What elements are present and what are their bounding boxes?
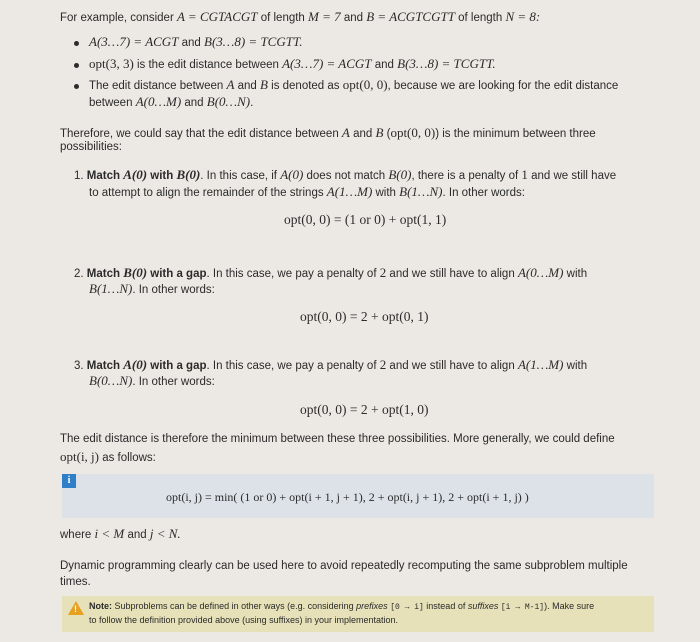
item-text: and we still have to align [386, 360, 518, 372]
info-formula: opt(i, j) = min( (1 or 0) + opt(i + 1, j + 1), 2 + opt(i, j + 1), 2 + opt(i + 1, j) ) [166, 490, 529, 504]
bullet-text: and [178, 37, 205, 49]
bullet-2 [89, 56, 496, 72]
note-text: prefixes [356, 601, 388, 611]
bullet-text: between [89, 97, 136, 109]
bullet-3-line1 [89, 77, 618, 93]
note-text: Subproblems can be defined in other ways (e.g. considering [112, 601, 357, 611]
dynamic-line2 [60, 576, 91, 588]
item-text: , there is a penalty of [411, 170, 522, 182]
dynamic-text: times. [60, 576, 91, 588]
bullet-text: is denoted as [267, 80, 343, 92]
item-1-line1 [74, 167, 616, 183]
general-line2 [60, 449, 156, 465]
bullet-math: A(0…M) [135, 94, 182, 109]
bullet-math: opt(0, 0) [342, 77, 388, 92]
item-math: B(1…N) [89, 281, 133, 296]
item-math: A(0) [123, 357, 148, 372]
therefore-math: B [375, 125, 384, 140]
item-text: . In this case, we pay a penalty of [206, 360, 380, 372]
item-math: A(0) [280, 167, 304, 182]
item-bold: Match [86, 170, 124, 182]
therefore-text: possibilities: [60, 141, 122, 153]
where-text: where [60, 529, 95, 541]
warning-mark: ! [74, 604, 77, 614]
therefore-text: Therefore, we could say that the edit distance between [60, 128, 342, 140]
note-text: suffixes [467, 601, 499, 611]
item-bold: with a gap [147, 360, 207, 372]
bullet-math: A(3…7) = ACGT [282, 56, 372, 71]
therefore-text: ) is the minimum between three [435, 128, 596, 140]
item-math: B(0) [388, 167, 412, 182]
where-math: i < M [94, 526, 125, 541]
intro-text: of length [257, 12, 309, 24]
note-line2 [89, 615, 398, 625]
item-math: B(0) [123, 265, 148, 280]
item-2-line1 [74, 265, 587, 281]
item-text: . In other words: [132, 284, 215, 296]
therefore-math: opt(0, 0) [390, 125, 436, 140]
bullet-text: , because we are looking for the edit distance [387, 80, 619, 92]
therefore-line2 [60, 141, 122, 153]
note-text: instead of [423, 601, 468, 611]
item-bold: with a gap [147, 268, 207, 280]
intro-math-n: N = 8: [505, 9, 541, 24]
item-text: and we still have to align [386, 268, 518, 280]
item-text: . In this case, we pay a penalty of [206, 268, 380, 280]
dynamic-line1 [60, 560, 628, 572]
intro-line [60, 9, 540, 25]
item-bold: Match [86, 268, 124, 280]
item-math: A(0) [123, 167, 148, 182]
therefore-line1 [60, 125, 596, 141]
bullet-1 [89, 34, 302, 50]
general-line1 [60, 433, 615, 445]
note-label: Note: [89, 601, 112, 611]
bullet-dot [74, 63, 79, 68]
intro-math-m: M = 7 [308, 9, 341, 24]
item-math: 2 [379, 357, 387, 372]
bullet-3-line2 [89, 94, 253, 110]
item-3-line1 [74, 357, 587, 373]
general-text: The edit distance is therefore the minimum between these three possibilities. More generally, we could define [60, 433, 615, 445]
bullet-text: and [234, 80, 260, 92]
bullet-text: and [181, 97, 207, 109]
note-text: ). Make sure [544, 601, 595, 611]
where-line [60, 526, 181, 542]
therefore-text: and [349, 128, 376, 140]
bullet-text: is the edit distance between [133, 59, 283, 71]
note-code: [0 → i] [390, 603, 424, 612]
intro-text: For example, consider [60, 12, 177, 24]
bullet-dot [74, 41, 79, 46]
note-text: to follow the definition provided above (using suffixes) in your implementation. [89, 615, 399, 625]
item-1-equation: opt(0, 0) = (1 or 0) + opt(1, 1) [284, 212, 447, 227]
bullet-math: B [259, 77, 268, 92]
item-3-equation: opt(0, 0) = 2 + opt(1, 0) [300, 402, 429, 417]
item-2-equation: opt(0, 0) = 2 + opt(0, 1) [300, 309, 429, 324]
item-math: A(0…M) [517, 265, 564, 280]
bullet-math: A(3…7) = ACGT [89, 34, 179, 49]
item-2-line2 [89, 281, 215, 297]
note-box [62, 596, 654, 632]
item-text: and we still have [527, 170, 617, 182]
intro-math-b: B = ACGTCGTT [366, 9, 455, 24]
bullet-math: B(0…N) [206, 94, 251, 109]
item-text: with [563, 268, 588, 280]
intro-text: and [340, 12, 367, 24]
item-text: . In other words: [132, 376, 215, 388]
where-math: j < N. [149, 526, 181, 541]
item-math: 2 [379, 265, 387, 280]
item-bold: Match [86, 360, 124, 372]
bullet-text: The edit distance between [89, 80, 227, 92]
item-text: with [372, 187, 400, 199]
therefore-text: ( [383, 128, 391, 140]
item-text: . In other words: [442, 187, 525, 199]
where-text: and [124, 529, 150, 541]
bullet-text: and [371, 59, 398, 71]
therefore-math: A [341, 125, 350, 140]
item-number: 2. [74, 268, 84, 280]
bullet-math: B(3…8) = TCGTT. [204, 34, 303, 49]
item-number: 3. [74, 360, 84, 372]
bullet-text: . [250, 97, 254, 109]
note-code: [i → M-1] [500, 603, 545, 612]
general-text: as follows: [99, 452, 156, 464]
item-text: to attempt to align the remainder of the strings [89, 187, 327, 199]
bullet-dot [74, 84, 79, 89]
item-math: A(1…M) [517, 357, 564, 372]
item-math: A(1…M) [326, 184, 373, 199]
item-text: does not match [303, 170, 389, 182]
item-text: . In this case, if [200, 170, 281, 182]
general-math: opt(i, j) [60, 449, 99, 464]
item-number: 1. [74, 170, 84, 182]
item-text: with [563, 360, 588, 372]
info-box [62, 474, 654, 518]
note-line1 [89, 601, 594, 612]
item-3-line2 [89, 373, 215, 389]
item-math: 1 [521, 167, 528, 182]
bullet-math: B(3…8) = TCGTT. [397, 56, 496, 71]
info-icon: i [62, 474, 76, 488]
bullet-math: opt(3, 3) [89, 56, 134, 71]
item-bold: with [147, 170, 177, 182]
item-1-line2 [89, 184, 525, 200]
item-math: B(0…N) [89, 373, 133, 388]
intro-math-a: A = CGTACGT [176, 9, 258, 24]
intro-text: of length [454, 12, 506, 24]
dynamic-text: Dynamic programming clearly can be used here to avoid repeatedly recomputing the same subproblem multiple [60, 560, 628, 572]
item-math: B(0) [176, 167, 201, 182]
item-math: B(1…N) [399, 184, 443, 199]
bullet-math: A [226, 77, 235, 92]
